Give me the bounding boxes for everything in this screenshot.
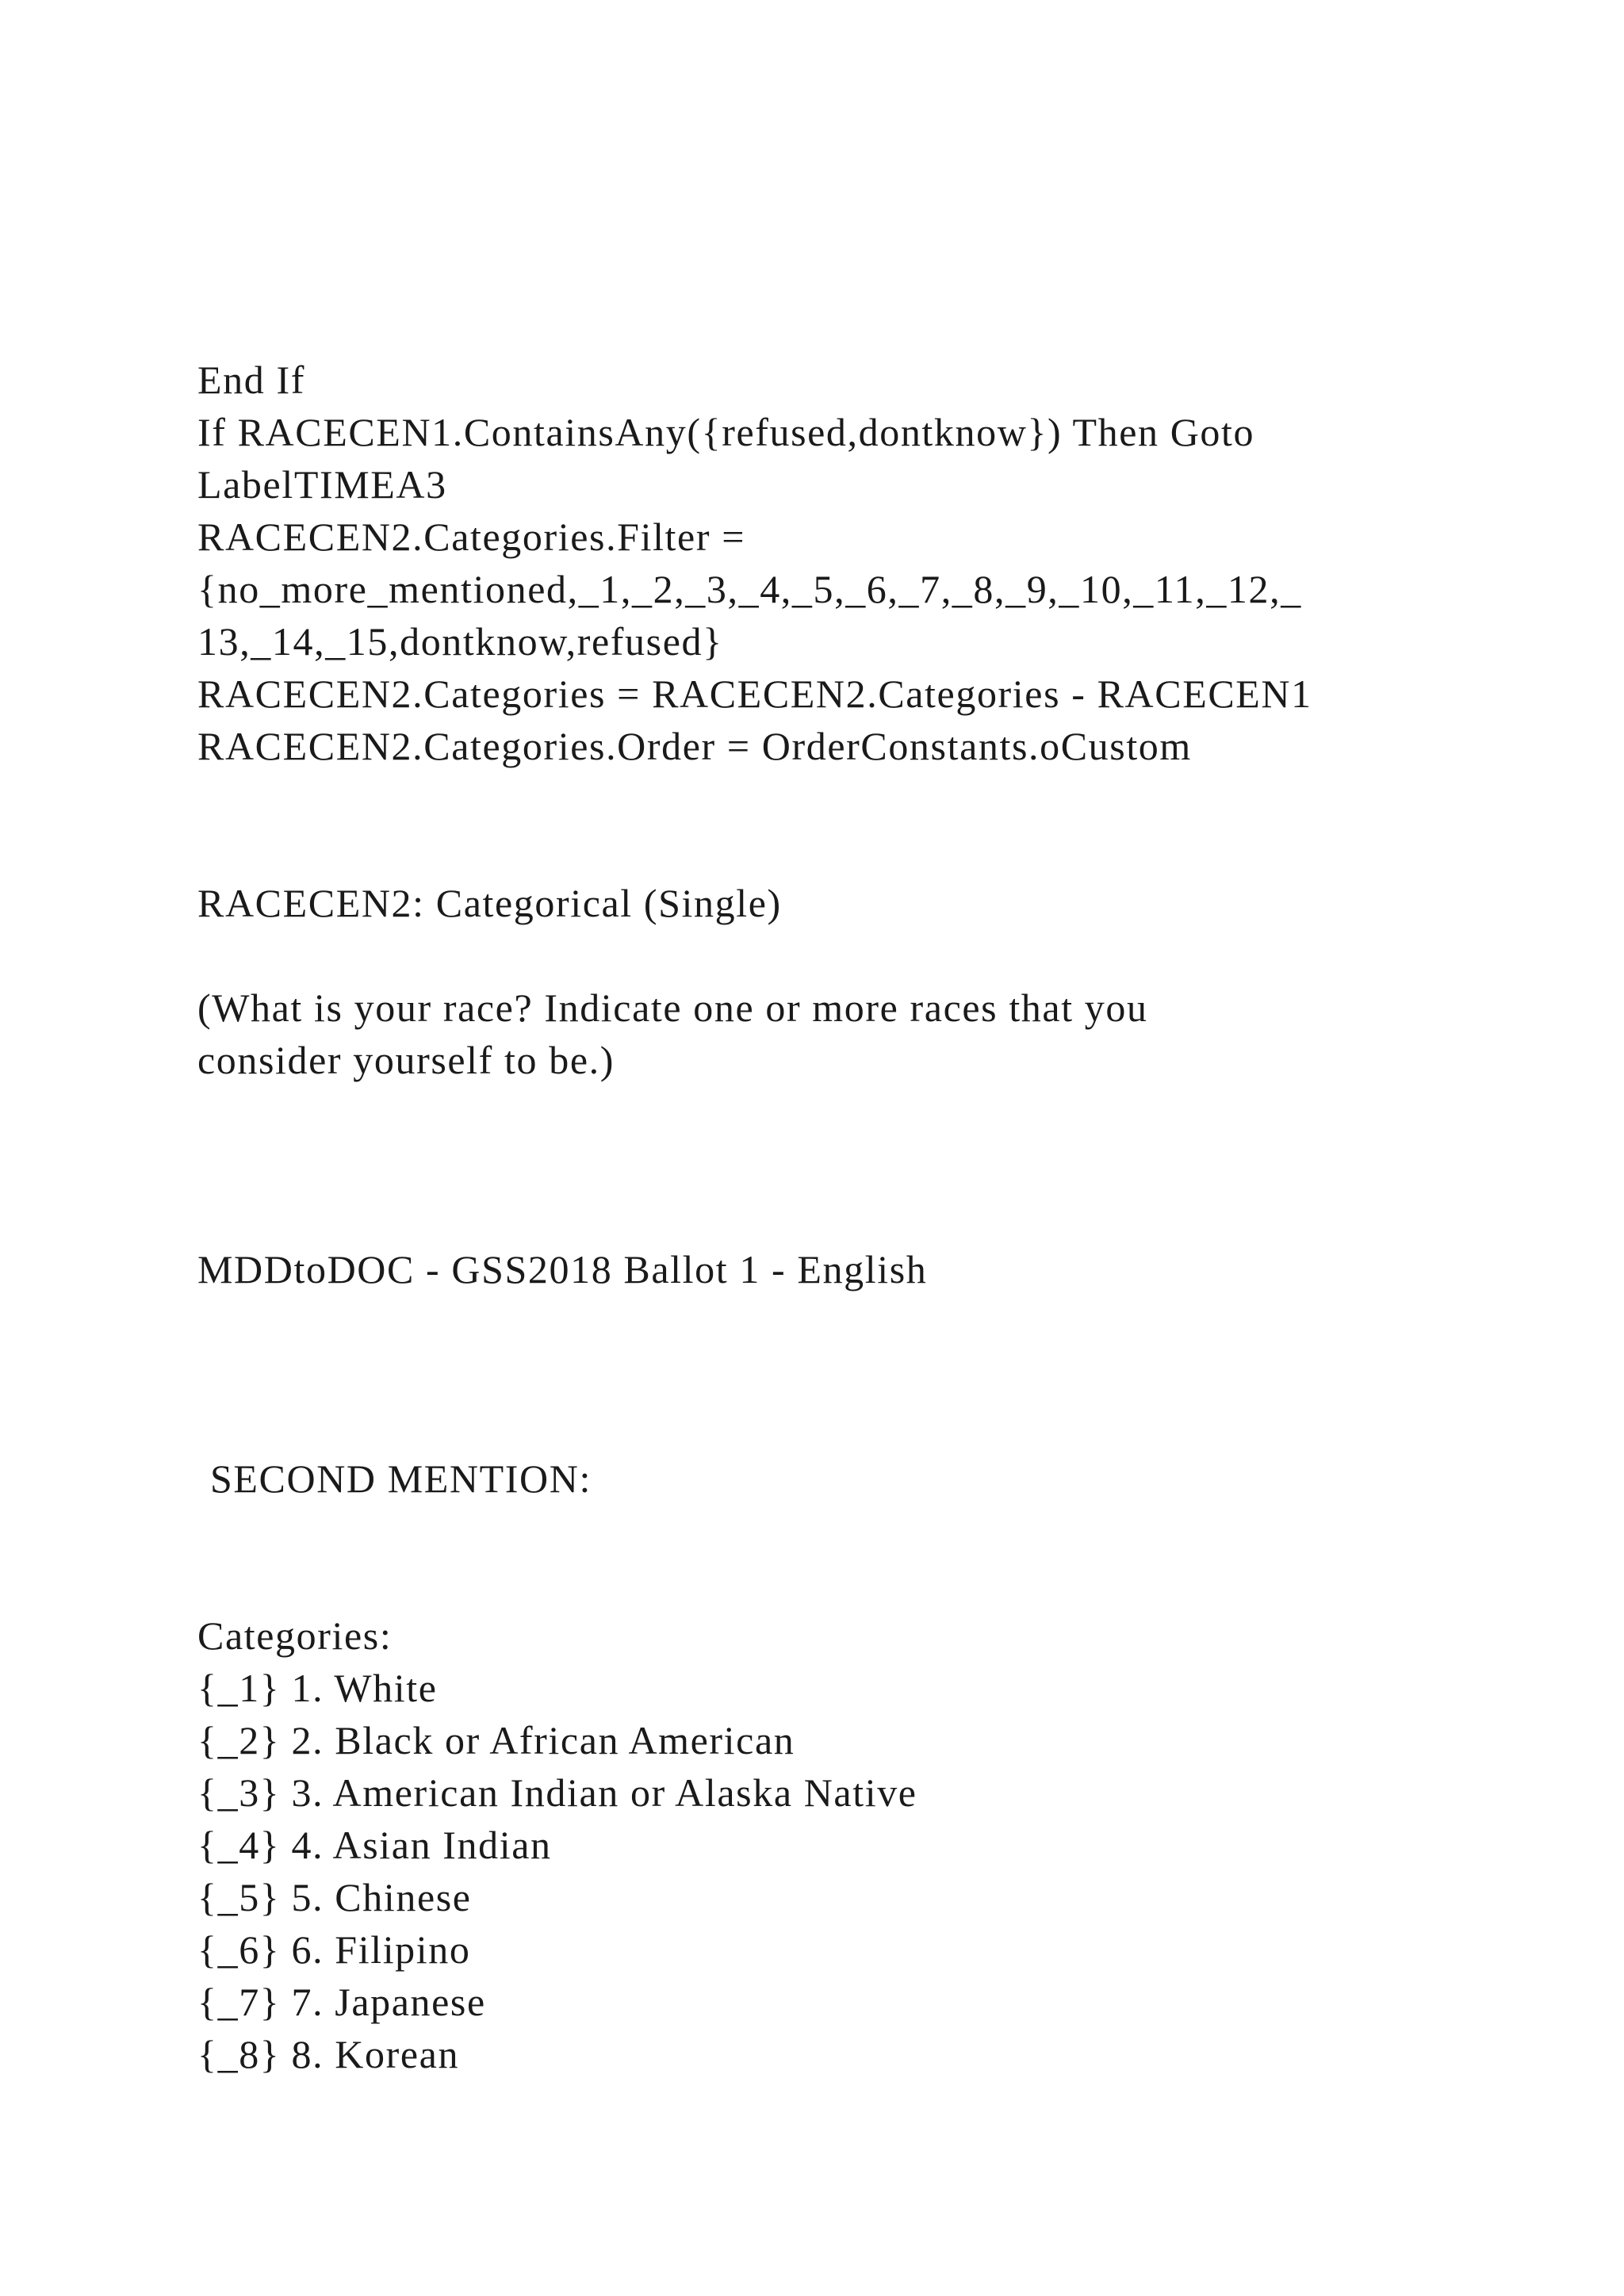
categories-label: Categories: — [197, 1613, 393, 1658]
question-text-line-2: consider yourself to be.) — [197, 1038, 615, 1082]
logic-line-goto-label: LabelTIMEA3 — [197, 462, 447, 507]
category-item-american-indian: {_3} 3. American Indian or Alaska Native — [197, 1770, 917, 1815]
logic-line-end-if: End If — [197, 358, 305, 402]
category-item-filipino: {_6} 6. Filipino — [197, 1927, 471, 1972]
logic-line-categories-subtract: RACECEN2.Categories = RACECEN2.Categories - RACECEN1 — [197, 672, 1312, 716]
category-item-chinese: {_5} 5. Chinese — [197, 1875, 472, 1919]
logic-line-categories-order: RACECEN2.Categories.Order = OrderConstants.oCustom — [197, 724, 1192, 768]
logic-line-filter-list-cont: 13,_14,_15,dontknow,refused} — [197, 619, 723, 664]
category-item-japanese: {_7} 7. Japanese — [197, 1980, 486, 2024]
category-item-korean: {_8} 8. Korean — [197, 2032, 460, 2076]
category-item-black: {_2} 2. Black or African American — [197, 1718, 795, 1762]
question-text-line-1: (What is your race? Indicate one or more races that you — [197, 985, 1148, 1030]
category-item-white: {_1} 1. White — [197, 1666, 438, 1710]
logic-line-filter-list: {no_more_mentioned,_1,_2,_3,_4,_5,_6,_7,_8,_9,_10,_11,_12,_ — [197, 567, 1302, 611]
category-item-asian-indian: {_4} 4. Asian Indian — [197, 1823, 552, 1867]
document-source-label: MDDtoDOC - GSS2018 Ballot 1 - English — [197, 1247, 928, 1292]
question-heading: RACECEN2: Categorical (Single) — [197, 881, 782, 925]
second-mention-label: SECOND MENTION: — [210, 1456, 592, 1501]
logic-line-if-containsany: If RACECEN1.ContainsAny({refused,dontknow}) Then Goto — [197, 410, 1255, 454]
logic-line-filter-assign: RACECEN2.Categories.Filter = — [197, 515, 745, 559]
